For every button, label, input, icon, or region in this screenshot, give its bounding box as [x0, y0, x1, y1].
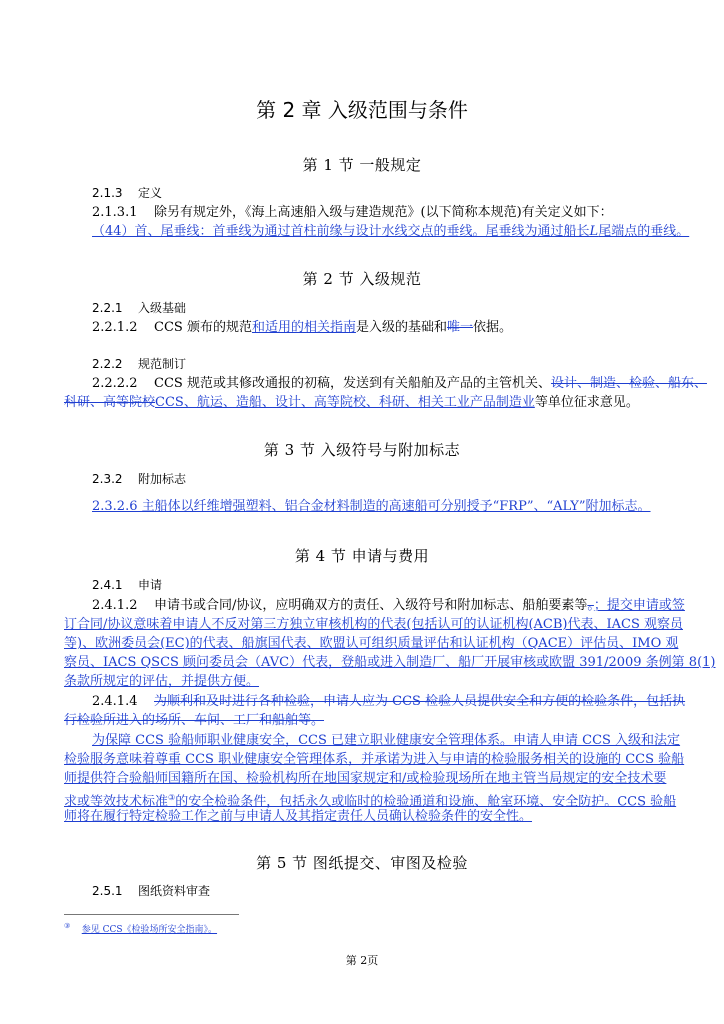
inserted-text-2: 的安全检验条件，包括永久或临时的检验通道和设施、舱室环境、安全防护。CCS 验船 [175, 794, 677, 810]
subsection-number: 2.2.1 [92, 301, 123, 315]
inserted-line-4: 察员、IACS QSCS 顾问委员会（AVC）代表，登船或进入制造厂、船厂开展审核或欧盟 391/2009 条例第 8(1) [64, 655, 716, 670]
deleted-text-2: 科研、高等院校 [64, 395, 156, 410]
para-number: 2.2.1.2 [92, 320, 138, 335]
subsection-2-5-1 [92, 882, 210, 899]
subsection-2-2-1 [92, 299, 186, 316]
subsection-number: 2.5.1 [92, 884, 123, 898]
deleted-line-2: 行检验所进入的场所、车间、工厂和船舶等。 [64, 713, 325, 728]
subsection-2-2-2 [92, 355, 186, 372]
inserted-text: 求或等效技术标准 [64, 794, 169, 810]
para-number: 2.4.1.4 [92, 694, 138, 709]
subsection-title: 入级基础 [138, 301, 187, 315]
footnote-text: 参见 CCS《检验场所安全指南》。 [81, 925, 218, 935]
para-text: 除另有规定外，《海上高速船入级与建造规范》(以下简称本规范)有关定义如下： [154, 205, 613, 220]
subsection-number: 2.1.3 [92, 186, 123, 200]
deleted-text: 。 [587, 598, 594, 613]
inserted-definition [92, 222, 689, 241]
footnote-separator [64, 914, 239, 915]
subsection-2-3-2 [92, 470, 186, 487]
inserted-para-line-1: 为保障 CCS 验船师职业健康安全，CCS 已建立职业健康安全管理体系。申请人申请 CCS 入级和法定 [92, 733, 681, 748]
inserted-line-3: 等)、欧洲委员会(EC)的代表、船旗国代表、欧盟认可组织质量评估和认证机构（QACE）评估员、IMO 观 [64, 636, 679, 651]
para-2-2-2-2-line2 [64, 393, 639, 412]
subsection-title: 规范制订 [138, 357, 187, 371]
section-2-heading: 第 2 节 入级规范 [302, 270, 422, 288]
inserted-para-line-3: 师提供符合验船师国籍所在国、检验机构所在地国家规定和/或检验现场所在地主管当局规定的安全技术要 [64, 771, 667, 786]
inserted-para-2-3-2-6: 2.3.2.6 主船体以纤维增强塑料、铝合金材料制造的高速船可分别授予“FRP”、“ALY”附加标志。 [92, 499, 651, 514]
definition-text: （44）首、尾垂线：首垂线为通过首柱前缘与设计水线交点的垂线。尾垂线为通过船长 [92, 224, 590, 239]
inserted-line-5: 条款所规定的评估，并提供方便。 [64, 674, 260, 689]
chapter-title: 第 2 章 入级范围与条件 [256, 98, 468, 122]
subsection-2-1-3 [92, 184, 162, 201]
deleted-text: 设计、制造、检验、船东、 [550, 376, 707, 391]
page-number: 第 2页 [345, 954, 379, 967]
inserted-line-2: 订合同/协议意味着申请人不反对第三方独立审核机构的代表(包括认可的认证机构(ACB)代表、IACS 观察员 [64, 617, 683, 632]
deleted-text: 为顺利和及时进行各种检验，申请人应为 CCS 检验人员提供安全和方便的检验条件，包括执 [154, 694, 686, 709]
subsection-number: 2.2.2 [92, 357, 123, 371]
deleted-text: 唯一 [446, 320, 473, 335]
section-1-heading: 第 1 节 一般规定 [302, 156, 422, 174]
para-2-2-2-2-line1 [92, 374, 707, 393]
inserted-text: ；提交申请或签 [593, 598, 685, 613]
definition-end: 尾端点的垂线。 [598, 224, 690, 239]
subsection-title: 定义 [138, 186, 163, 200]
definition-italic: L [589, 224, 599, 239]
subsection-title: 申请 [138, 578, 163, 592]
subsection-number: 2.3.2 [92, 472, 123, 486]
para-2-1-3-1 [92, 203, 613, 222]
para-text: CCS 颁布的规范 [154, 320, 252, 335]
para-text-end: 等单位征求意见。 [534, 395, 639, 410]
section-4-heading: 第 4 节 申请与费用 [294, 547, 430, 565]
para-text: 申请书或合同/协议，应明确双方的责任、入级符号和附加标志、船舶要素等 [154, 598, 588, 613]
subsection-title: 图纸资料审查 [138, 884, 211, 898]
section-5-heading: 第 5 节 图纸提交、审图及检验 [256, 854, 468, 872]
para-number: 2.1.3.1 [92, 205, 138, 220]
para-number: 2.4.1.2 [92, 598, 138, 613]
para-text-2: 是入级的基础和 [355, 320, 447, 335]
inserted-para-line-5: 师将在履行特定检验工作之前与申请人及其指定责任人员确认检验条件的安全性。 [64, 809, 533, 824]
section-3-heading: 第 3 节 入级符号与附加标志 [263, 441, 461, 459]
inserted-text: 和适用的相关指南 [251, 320, 356, 335]
para-text-3: 依据。 [473, 320, 513, 335]
subsection-2-4-1 [92, 576, 162, 593]
footnote [64, 922, 217, 935]
footnote-mark: ③ [64, 922, 71, 930]
para-2-2-1-2 [92, 318, 512, 337]
para-2-4-1-2-line1 [92, 596, 685, 615]
para-text: CCS 规范或其修改通报的初稿，发送到有关船舶及产品的主管机关、 [154, 376, 551, 391]
footnote-ref[interactable]: ③ [168, 793, 176, 802]
para-number: 2.2.2.2 [92, 376, 138, 391]
para-2-4-1-4-line1 [92, 692, 685, 711]
subsection-number: 2.4.1 [92, 578, 123, 592]
inserted-para-line-2: 检验服务意味着尊重 CCS 职业健康安全管理体系，并承诺为进入与申请的检验服务相关的设施的 CCS 验船 [64, 752, 685, 767]
inserted-text: CCS、航运、造船、设计、高等院校、科研、相关工业产品制造业 [155, 395, 535, 410]
subsection-title: 附加标志 [138, 472, 187, 486]
